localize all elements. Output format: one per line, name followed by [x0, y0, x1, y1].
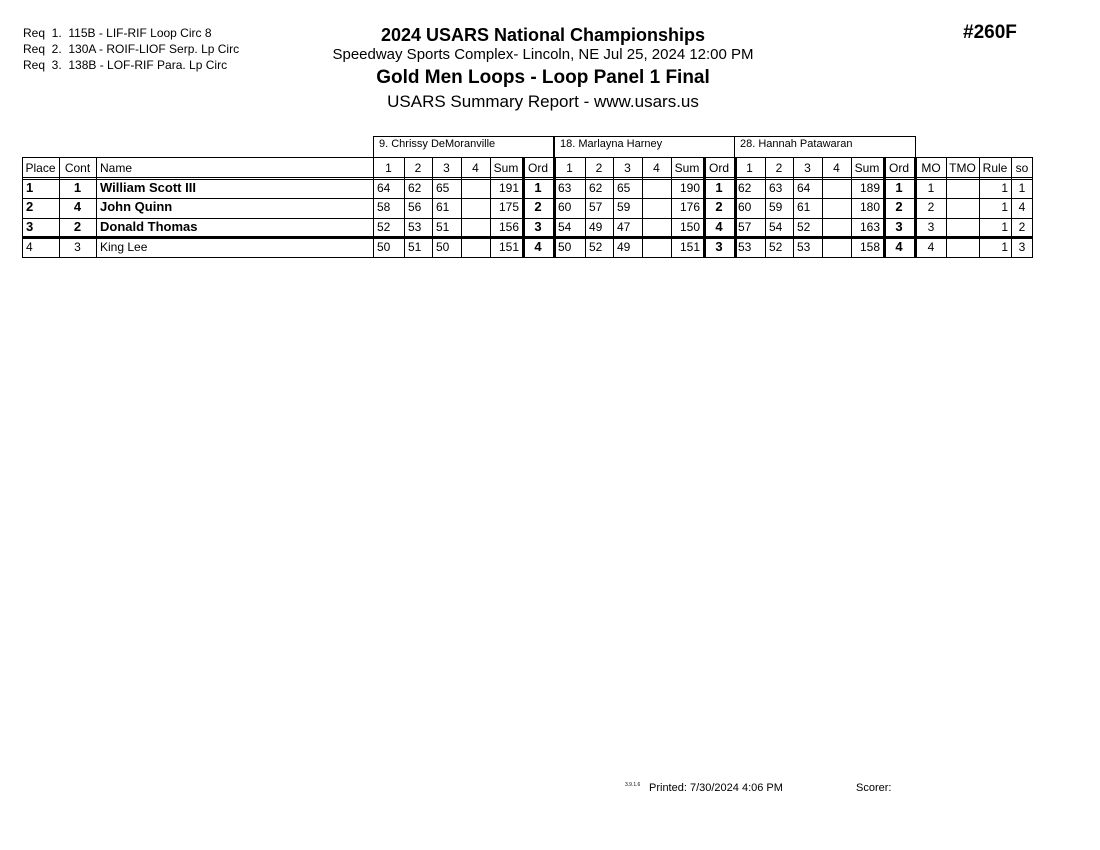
mo-cell: 4	[927, 240, 935, 254]
judge2-sum-cell: 150	[679, 220, 700, 234]
column-header-judge2-1: 2	[595, 161, 603, 175]
judge1-s1-cell: 50	[377, 240, 391, 254]
column-header-tmo: TMO	[949, 161, 976, 175]
judge2-s1-cell: 54	[558, 220, 572, 234]
column-divider	[22, 157, 23, 258]
judge-header-1: 9. Chrissy DeMoranville	[373, 136, 554, 159]
judge1-sum-cell: 156	[498, 220, 519, 234]
row-divider	[22, 236, 1033, 239]
judge3-sum-cell: 158	[859, 240, 880, 254]
printed-timestamp: Printed: 7/30/2024 4:06 PM	[649, 782, 783, 794]
place-cell: 2	[26, 199, 34, 214]
tmo-cell	[946, 179, 979, 198]
column-header-judge2-2: 3	[624, 161, 631, 175]
judge2-s2-cell: 49	[589, 220, 603, 234]
judge2-s2-cell: 62	[589, 181, 603, 195]
judge1-sum-cell: 191	[498, 181, 519, 195]
column-divider	[671, 157, 672, 258]
judge1-s3-cell: 65	[436, 181, 450, 195]
judge1-ord-cell: 3	[534, 219, 542, 234]
requirements-list	[23, 25, 239, 73]
judge3-s3-cell: 64	[797, 181, 811, 195]
judge2-sum-cell: 151	[679, 240, 700, 254]
mo-cell: 3	[927, 220, 935, 234]
judge3-sum-cell: 180	[859, 200, 880, 214]
column-header-judge3-1: 2	[775, 161, 783, 175]
skater-name: William Scott III	[100, 180, 196, 195]
column-divider	[373, 136, 374, 258]
skater-name: John Quinn	[100, 199, 173, 214]
judge3-s4-cell	[822, 238, 851, 257]
column-divider	[1032, 157, 1033, 258]
judge1-s4-cell	[461, 179, 490, 198]
column-divider	[915, 136, 916, 159]
column-divider	[96, 157, 97, 258]
rule-cell: 1	[1001, 240, 1008, 254]
event-title: Gold Men Loops - Loop Panel 1 Final	[376, 67, 710, 88]
judge2-ord-cell: 1	[715, 180, 723, 195]
judge1-s1-cell: 58	[377, 200, 391, 214]
column-divider	[883, 157, 886, 258]
report-subtitle: USARS Summary Report - www.usars.us	[387, 92, 699, 111]
column-divider	[851, 157, 852, 258]
column-divider	[59, 157, 60, 258]
column-divider	[522, 157, 525, 258]
event-number: #260F	[963, 22, 1017, 43]
column-header-judge1-2: 3	[443, 161, 450, 175]
row-divider	[22, 257, 1033, 258]
judge2-s3-cell: 47	[617, 220, 631, 234]
so-cell: 2	[1018, 220, 1026, 234]
judge2-s2-cell: 52	[589, 240, 603, 254]
tmo-cell	[946, 218, 979, 237]
judge2-ord-cell: 3	[715, 239, 723, 254]
mo-cell: 1	[927, 181, 935, 195]
judge3-s1-cell: 60	[738, 200, 752, 214]
column-header-judge1-3: 4	[472, 161, 479, 175]
judge3-s3-cell: 52	[797, 220, 811, 234]
tmo-cell	[946, 198, 979, 217]
judge2-s4-cell	[642, 179, 671, 198]
competition-title: 2024 USARS National Championships	[380, 25, 706, 45]
so-cell: 1	[1018, 181, 1026, 195]
column-header-judge3-2: 3	[804, 161, 811, 175]
judge1-s3-cell: 61	[436, 200, 450, 214]
judge1-s4-cell	[461, 238, 490, 257]
judge2-ord-cell: 2	[715, 199, 723, 214]
venue-date: Speedway Sports Complex- Lincoln, NE Jul 25, 2024 12:00 PM	[332, 46, 754, 63]
place-cell: 3	[26, 219, 34, 234]
column-divider	[734, 157, 737, 258]
judge-header-3: 28. Hannah Patawaran	[734, 136, 916, 159]
judge-header-2: 18. Marlayna Harney	[554, 136, 735, 159]
column-header-judge1-1: 2	[414, 161, 422, 175]
judge2-s1-cell: 60	[558, 200, 572, 214]
column-header-judge1-5: Ord	[527, 161, 548, 175]
contestant-cell: 4	[73, 199, 82, 214]
column-divider	[979, 157, 980, 258]
judge3-s1-cell: 53	[738, 240, 752, 254]
column-header-judge3-3: 4	[833, 161, 840, 175]
judge2-s4-cell	[642, 198, 671, 217]
judge1-s3-cell: 51	[436, 220, 450, 234]
contestant-cell: 1	[73, 180, 82, 195]
judge3-s4-cell	[822, 218, 851, 237]
skater-name: Donald Thomas	[100, 219, 198, 234]
column-header-judge1-0: 1	[385, 161, 392, 175]
judge3-s1-cell: 57	[738, 220, 752, 234]
contestant-cell: 3	[74, 240, 81, 254]
judge2-ord-cell: 4	[715, 219, 723, 234]
column-header-judge2-4: Sum	[674, 161, 700, 175]
judge1-s1-cell: 52	[377, 220, 391, 234]
judge1-sum-cell: 175	[498, 200, 519, 214]
requirement-1: Req 1. 115B - LIF-RIF Loop Circ 8	[23, 26, 212, 40]
column-divider	[642, 157, 643, 258]
column-divider	[822, 157, 823, 258]
judge2-sum-cell: 176	[679, 200, 700, 214]
column-divider	[404, 157, 405, 258]
judge1-ord-cell: 1	[534, 180, 542, 195]
column-divider	[461, 157, 462, 258]
judge2-s2-cell: 57	[589, 200, 603, 214]
judge1-s2-cell: 53	[408, 220, 422, 234]
column-header-judge3-4: Sum	[854, 161, 880, 175]
judge3-ord-cell: 1	[895, 180, 903, 195]
judge2-s3-cell: 49	[617, 240, 631, 254]
judge3-s4-cell	[822, 179, 851, 198]
column-divider	[553, 157, 556, 258]
judge1-s4-cell	[461, 218, 490, 237]
column-divider	[765, 157, 766, 258]
row-divider	[373, 157, 916, 158]
column-header-mo: MO	[921, 161, 941, 175]
column-header-judge2-0: 1	[566, 161, 573, 175]
column-divider	[613, 157, 614, 258]
column-header-judge2-3: 4	[653, 161, 660, 175]
judge3-ord-cell: 2	[895, 199, 903, 214]
row-divider	[22, 179, 1033, 180]
judge2-s3-cell: 59	[617, 200, 631, 214]
column-header-judge1-4: Sum	[493, 161, 519, 175]
tmo-cell	[946, 238, 979, 257]
row-divider	[22, 218, 1033, 219]
requirement-2: Req 2. 130A - ROIF-LIOF Serp. Lp Circ	[23, 42, 240, 56]
row-divider	[22, 198, 1033, 199]
judge1-s3-cell: 50	[436, 240, 450, 254]
row-divider	[22, 177, 1033, 178]
scorer-label: Scorer:	[856, 782, 892, 794]
column-header-place: Place	[25, 161, 56, 175]
judge3-s3-cell: 61	[797, 200, 811, 214]
requirement-3: Req 3. 138B - LOF-RIF Para. Lp Circ	[23, 58, 228, 72]
row-divider	[22, 157, 373, 158]
judge1-ord-cell: 4	[534, 239, 542, 254]
judge2-s1-cell: 50	[558, 240, 572, 254]
column-header-name: Name	[100, 161, 133, 175]
column-header-rule: Rule	[982, 161, 1008, 175]
judge3-s2-cell: 63	[769, 181, 783, 195]
column-divider	[585, 157, 586, 258]
judge1-sum-cell: 151	[498, 240, 519, 254]
judge2-s4-cell	[642, 218, 671, 237]
judge1-s2-cell: 51	[408, 240, 422, 254]
judge2-s1-cell: 63	[558, 181, 572, 195]
judge1-s4-cell	[461, 198, 490, 217]
column-divider	[946, 157, 947, 258]
judge3-s4-cell	[822, 198, 851, 217]
judge3-sum-cell: 189	[859, 181, 880, 195]
judge3-s2-cell: 52	[769, 240, 783, 254]
column-divider	[703, 157, 706, 258]
column-header-judge2-5: Ord	[708, 161, 729, 175]
rule-cell: 1	[1001, 181, 1008, 195]
judge1-s1-cell: 64	[377, 181, 391, 195]
rule-cell: 1	[1001, 220, 1008, 234]
column-header-judge3-0: 1	[746, 161, 753, 175]
so-cell: 4	[1018, 200, 1026, 214]
judge3-s2-cell: 59	[769, 200, 783, 214]
judge3-s2-cell: 54	[769, 220, 783, 234]
judge3-s1-cell: 62	[738, 181, 752, 195]
judge1-ord-cell: 2	[534, 199, 542, 214]
so-cell: 3	[1018, 240, 1026, 254]
place-cell: 1	[26, 180, 34, 195]
column-header-judge3-5: Ord	[888, 161, 909, 175]
column-header-cont: Cont	[64, 161, 91, 175]
place-cell: 4	[26, 240, 33, 254]
row-divider	[916, 157, 1033, 158]
judge3-ord-cell: 4	[895, 239, 903, 254]
mo-cell: 2	[927, 200, 935, 214]
judge3-s3-cell: 53	[797, 240, 811, 254]
judge2-s4-cell	[642, 238, 671, 257]
skater-name: King Lee	[100, 240, 148, 254]
judge2-sum-cell: 190	[679, 181, 700, 195]
column-divider	[793, 157, 794, 258]
judge3-ord-cell: 3	[895, 219, 903, 234]
judge1-s2-cell: 56	[408, 200, 422, 214]
judge3-sum-cell: 163	[859, 220, 880, 234]
column-divider	[490, 157, 491, 258]
column-divider	[914, 157, 917, 258]
contestant-cell: 2	[73, 219, 82, 234]
judge1-s2-cell: 62	[408, 181, 422, 195]
column-header-so: so	[1015, 161, 1029, 175]
judge2-s3-cell: 65	[617, 181, 631, 195]
software-version: 3.9.1.6	[625, 782, 641, 788]
column-divider	[432, 157, 433, 258]
rule-cell: 1	[1001, 200, 1008, 214]
report-header	[300, 24, 786, 114]
column-divider	[1011, 157, 1012, 258]
